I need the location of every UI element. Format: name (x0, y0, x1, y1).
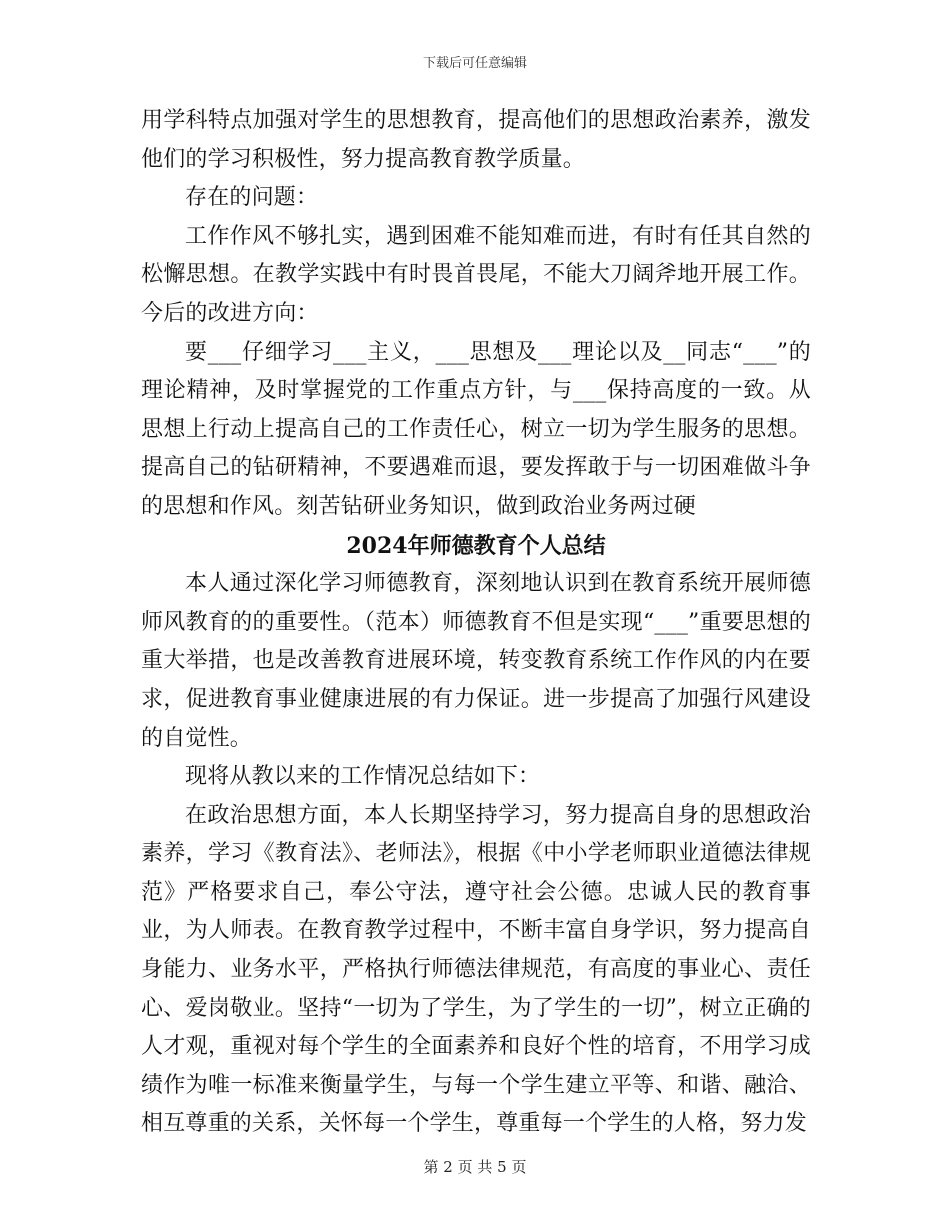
paragraph-improvement: 要___仔细学习___主义，___思想及___理论以及__同志“___”的理论精神，及时掌握党的工作重点方针，与___保持高度的一致。从思想上行动上提高自己的工作责任心，树立一切为学生服务的思想。提高自己的钻研精神，不要遇难而退，要发挥敢于与一切困难做斗争的思想和作风。刻苦钻研业务知识，做到政治业务两过硬 (141, 339, 811, 519)
page-number: 第 2 页 共 5 页 (423, 1158, 527, 1176)
paragraph-problems: 工作作风不够扎实，遇到困难不能知难而进，有时有任其自然的松懈思想。在教学实践中有时畏首畏尾，不能大刀阔斧地开展工作。今后的改进方向： (141, 223, 811, 326)
paragraph-problems-heading: 存在的问题： (185, 185, 319, 211)
paragraph-summary-lead: 现将从教以来的工作情况总结如下： (185, 764, 541, 790)
paragraph-continued: 用学科特点加强对学生的思想教育，提高他们的思想政治素养，激发他们的学习积极性，努力提高教育教学质量。 (141, 108, 811, 172)
page-header: 下载后可任意编辑 (422, 56, 527, 71)
document-body (141, 102, 811, 1144)
paragraph-political: 在政治思想方面，本人长期坚持学习，努力提高自身的思想政治素养，学习《教育法》、老师法》，根据《中小学老师职业道德法律规范》严格要求自己，奉公守法，遵守社会公德。忠诚人民的教育事业，为人师表。在教育教学过程中，不断丰富自身学识，努力提高自身能力、业务水平，严格执行师德法律规范，有高度的事业心、责任心、爱岗敬业。坚持“一切为了学生，为了学生的一切”，树立正确的人才观，重视对每个学生的全面素养和良好个性的培育，不用学习成绩作为唯一标准来衡量学生，与每一个学生建立平等、和谐、融洽、相互尊重的关系，关怀每一个学生，尊重每一个学生的人格，努力发 (141, 802, 811, 1137)
paragraph-intro: 本人通过深化学习师德教育，深刻地认识到在教育系统开展师德师风教育的的重要性。（范本）师德教育不但是实现“___”重要思想的重大举措，也是改善教育进展环境，转变教育系统工作作风的内在要求，促进教育事业健康进展的有力保证。进一步提高了加强行风建设的自觉性。 (141, 571, 811, 751)
section-title: 2024年师德教育个人总结 (346, 532, 606, 559)
